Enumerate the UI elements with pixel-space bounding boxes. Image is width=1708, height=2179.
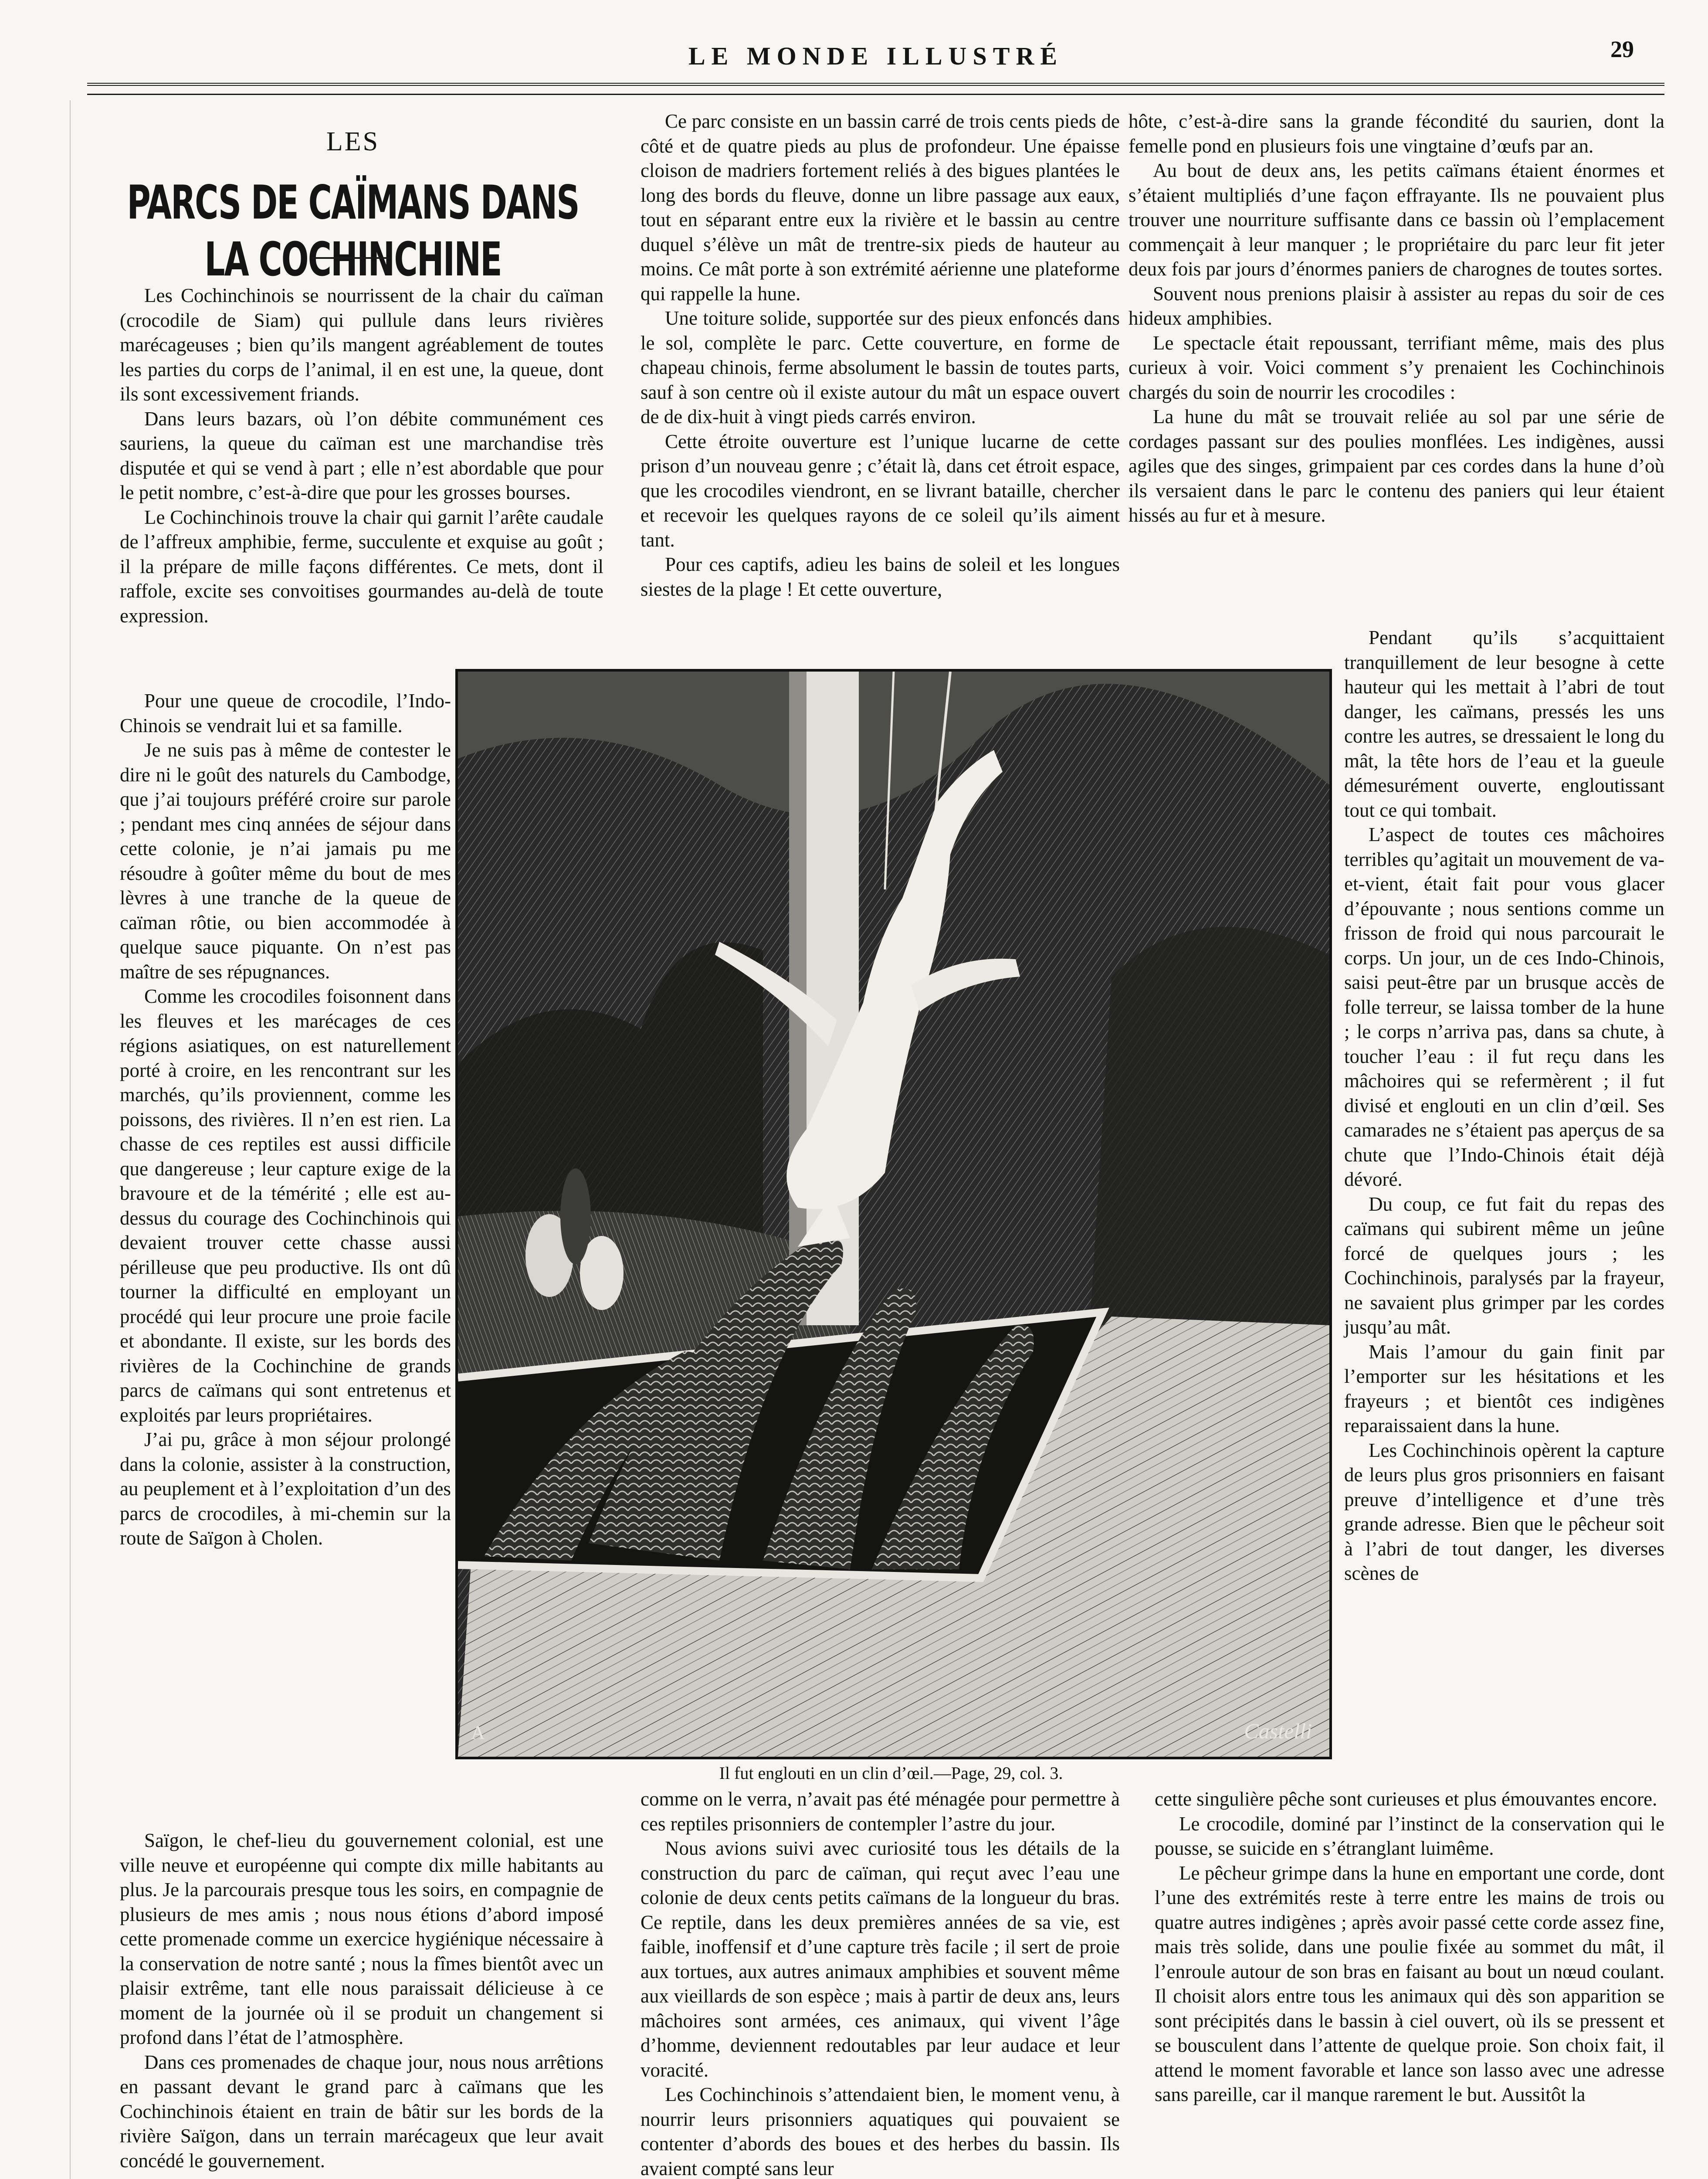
column-3-bottom xyxy=(1155,1787,1664,2107)
paragraph: Les Cochinchinois opèrent la capture de leurs plus gros prisonniers en faisant preuve d’intelligence et d’une très grande adresse. Bien que le pêcheur soit à l’abri de tout danger, les diverses scènes de xyxy=(1344,1439,1664,1584)
article-kicker: LES xyxy=(326,127,380,156)
paragraph: Pour ces captifs, adieu les bains de soleil et les longues siestes de la plage ! Et cette ouverture, xyxy=(640,553,1120,600)
paragraph: Le Cochinchinois trouve la chair qui garnit l’arête caudale de l’affreux amphibie, ferme, succulente et exquise au goût ; il la prépare de mille façons différentes. Ce mets, dont il raffole, excite ses convoitises gourmandes au-delà de toute expression. xyxy=(120,506,603,627)
engraver-monogram: A xyxy=(471,1722,485,1743)
page-edge-line xyxy=(70,100,71,2179)
paragraph: Le spectacle était repoussant, terrifiant même, mais des plus curieux à voir. Voici comment s’y prenaient les Cochinchinois chargés du soin de nourrir les crocodiles : xyxy=(1128,332,1664,403)
paragraph: Ce parc consiste en un bassin carré de trois cents pieds de côté et de quatre pieds au plus de profondeur. Une épaisse cloison de madriers fortement reliés à des bigues plantées le long des bords du fleuve, donne un libre passage aux eaux, tout en séparant entre eux la rivière et le bassin au centre duquel s’élève un mât de trentre-six pieds de hauteur au moins. Ce mât porte à son extrémité aérienne une plateforme qui rappelle la hune. xyxy=(640,110,1120,305)
paragraph: Nous avions suivi avec curiosité tous les détails de la construction du parc de caïman, qui reçut avec l’eau une colonie de deux cents petits caïmans de la longueur du bras. Ce reptile, dans les deux premières années de sa vie, est faible, inoffensif et d’une capture très facile ; il sert de proie aux tortues, aux autres animaux amphibies et souvent même aux vieillards de son espèce ; mais à partir de deux ans, leurs mâchoires sont armées, ces animaux, qui vivent l’âge d’homme, deviennent redoutables par leur audace et leur voracité. xyxy=(640,1837,1120,2081)
engraving-illustration xyxy=(455,669,1332,1759)
paragraph: Du coup, ce fut fait du repas des caïmans qui subirent même un jeûne forcé de quelques jours ; les Cochinchinois, paralysés par la frayeur, ne savaient plus grimper par les cordes jusqu’au mât. xyxy=(1344,1193,1664,1338)
column-2-bottom xyxy=(640,1787,1120,2179)
paragraph: La hune du mât se trouvait reliée au sol par une série de cordages passant sur des poulies monflées. Les indigènes, aussi agiles que des singes, grimpaient par ces cordes dans la hune d’où ils versaient dans le parc le contenu des paniers qui leur étaient hissés au fur et à mesure. xyxy=(1128,406,1664,526)
paragraph: Saïgon, le chef-lieu du gouvernement colonial, est une ville neuve et européenne qui compte dix mille habitants au plus. Je la parcourais presque tous les soirs, en compagnie de plusieurs de mes amis ; nous nous étions d’abord imposé cette promenade comme un exercice hygiénique nécessaire à la conservation de notre santé ; nous la fîmes bientôt avec un plaisir extrême, tant elle nous paraissait délicieuse à ce moment de la journée où il se produit un changement si profond dans l’état de l’atmosphère. xyxy=(120,1829,603,2048)
paragraph: Le crocodile, dominé par l’instinct de la conservation qui le pousse, se suicide en s’étranglant luimême. xyxy=(1155,1812,1664,1859)
paragraph: L’aspect de toutes ces mâchoires terribles qu’agitait un mouvement de va-et-vient, était fait pour vous glacer d’épouvante ; nous sentions comme un frisson de froid qui nous parcourait le corps. Un jour, un de ces Indo-Chinois, saisi peut-être par un brusque accès de folle terreur, se laissa tomber de la hune ; le corps n’arriva pas, dans sa chute, à toucher l’eau : il fut reçu dans les mâchoires qui se refermèrent ; il fut divisé et englouti en un clin d’œil. Ses camarades ne s’étaient pas aperçus de sa chute que l’Indo-Chinois était déjà dévoré. xyxy=(1344,824,1664,1190)
figure-caption: Il fut englouti en un clin d’œil.—Page, 29, col. 3. xyxy=(719,1763,1063,1783)
paragraph: Les Cochinchinois s’attendaient bien, le moment venu, à nourrir leurs prisonniers aquatiques qui pouvaient se contenter d’abords des boues et des herbes du bassin. Ils avaient compté sans leur xyxy=(640,2084,1120,2179)
paragraph: Pendant qu’ils s’acquittaient tranquillement de leur besogne à cette hauteur qui les mettait à l’abri de tout danger, les caïmans, pressés les uns contre les autres, se dressaient le long du mât, la tête hors de l’eau et la gueule démesurément ouverte, engloutissant tout ce qui tombait. xyxy=(1344,627,1664,821)
paragraph: Le pêcheur grimpe dans la hune en emportant une corde, dont l’une des extrémités reste à terre entre les mains de trois ou quatre autres indigènes ; après avoir passé cette corde assez fine, mais très solide, dans une poulie fixée au sommet du mât, il l’enroule autour de son bras en faisant au bout un nœud coulant. Il choisit alors entre tous les animaux qui dès son apparition se sont précipités dans le bassin à ciel ouvert, où ils se pressent et se bousculent dans l’attente de quelque proie. Son choix fait, il attend le moment favorable et lance son lasso avec une adresse sans pareille, car il manque rarement le but. Aussitôt la xyxy=(1155,1862,1664,2105)
column-2-top xyxy=(640,109,1120,601)
column-1-narrow xyxy=(120,689,451,1551)
paragraph: Pour une queue de crocodile, l’Indo-Chinois se vendrait lui et sa famille. xyxy=(120,690,451,737)
column-3-top xyxy=(1128,109,1664,528)
paragraph: hôte, c’est-à-dire sans la grande fécondité du saurien, dont la femelle pond en plusieurs fois une vingtaine d’œufs par an. xyxy=(1128,110,1664,157)
article-title: PARCS DE CAÏMANS DANS LA COCHINCHINE xyxy=(127,175,579,287)
paragraph: Mais l’amour du gain finit par l’emporter sur les hésitations et les frayeurs ; et bientôt ces indigènes reparaissaient dans la hune. xyxy=(1344,1341,1664,1436)
engraver-signature: Castelli xyxy=(1244,1719,1312,1743)
standing-figure xyxy=(560,1168,591,1264)
paragraph: cette singulière pêche sont curieuses et plus émouvantes encore. xyxy=(1155,1788,1657,1810)
paragraph: Dans leurs bazars, où l’on débite communément ces sauriens, la queue du caïman est une marchandise très disputée et qui se vend à part ; elle n’est abordable que pour le petit nombre, c’est-à-dire que pour les grosses bourses. xyxy=(120,407,603,503)
palm-foliage-right xyxy=(1090,927,1329,1325)
paragraph: Les Cochinchinois se nourrissent de la chair du caïman (crocodile de Siam) qui pullule dans leurs rivières marécageuses ; bien qu’ils mangent agréablement de toutes les parties du corps de l’animal, il en est une, la queue, dont ils sont excessivement friands. xyxy=(120,285,603,405)
engraving-artwork xyxy=(458,672,1329,1757)
paragraph: Cette étroite ouverture est l’unique lucarne de cette prison d’un nouveau genre ; c’était là, dans cet étroit espace, que les crocodiles viendront, en se livrant bataille, chercher et recevoir les quelques rayons de ce soleil qu’ils aiment tant. xyxy=(640,430,1120,551)
column-3-narrow xyxy=(1344,625,1664,1586)
header-rule-thin xyxy=(87,94,1664,95)
paragraph: J’ai pu, grâce à mon séjour prolongé dans la colonie, assister à la construction, au peuplement et à l’exploitation d’un des parcs de crocodiles, à mi-chemin sur la route de Saïgon à Cholen. xyxy=(120,1429,451,1549)
paragraph: Une toiture solide, supportée sur des pieux enfoncés dans le sol, complète le parc. Cette couverture, en forme de chapeau chinois, ferme absolument le bassin de toutes parts, sauf à son centre où il existe autour du mât un espace ouvert de de dix-huit à vingt pieds carrés environ. xyxy=(640,307,1120,428)
paragraph: Souvent nous prenions plaisir à assister au repas du soir de ces hideux amphibies. xyxy=(1128,282,1664,329)
paragraph: Je ne suis pas à même de contester le dire ni le goût des naturels du Cambodge, que j’ai toujours préféré croire sur parole ; pendant mes cinq années de séjour dans cette colonie, je n’ai jamais pu me résoudre à goûter même du bout de mes lèvres à une tranche de la queue de caïman rôtie, ou bien accommodée à quelque sauce piquante. On n’est pas maître de ses répugnances. xyxy=(120,739,451,983)
column-1-top xyxy=(120,283,603,628)
paragraph: Au bout de deux ans, les petits caïmans étaient énormes et s’étaient multipliés d’une façon effrayante. Ils ne pouvaient plus trouver une nourriture suffisante dans ce bassin où l’emplacement commençait à leur manquer ; le propriétaire du parc leur fit jeter deux fois par jours d’énormes paniers de charognes de toutes sortes. xyxy=(1128,160,1664,280)
page-number: 29 xyxy=(1610,36,1634,62)
header-rule xyxy=(87,83,1664,86)
paragraph: Comme les crocodiles foisonnent dans les fleuves et les marécages de ces régions asiatiques, on est naturellement porté à croire, en les rencontrant sur les marchés, qu’ils proviennent, comme les poissons, des rivières. Il n’en est rien. La chasse de ces reptiles est aussi difficile que dangereuse ; leur capture exige de la bravoure et de la témérité ; elle est au-dessus du courage des Cochinchinois qui devaient trouver cette chasse aussi périlleuse que peu productive. Ils ont dû tourner la difficulté en employant un procédé qui leur procure une proie facile et abondante. Il existe, sur les bords des rivières de la Cochinchine de grands parcs de caïmans qui sont entretenus et exploités par leurs propriétaires. xyxy=(120,985,451,1426)
title-divider xyxy=(312,257,390,259)
masthead: LE MONDE ILLUSTRÉ xyxy=(688,42,1064,70)
paragraph: comme on le verra, n’avait pas été ménagée pour permettre à ces reptiles prisonniers de contempler l’astre du jour. xyxy=(640,1788,1120,1835)
paragraph: Dans ces promenades de chaque jour, nous nous arrêtions en passant devant le grand parc à caïmans que les Cochinchinois étaient en train de bâtir sur les bords de la rivière Saïgon, dans un terrain marécageux que leur avait concédé le gouvernement. xyxy=(120,2051,603,2172)
column-1-bottom xyxy=(120,1828,603,2173)
